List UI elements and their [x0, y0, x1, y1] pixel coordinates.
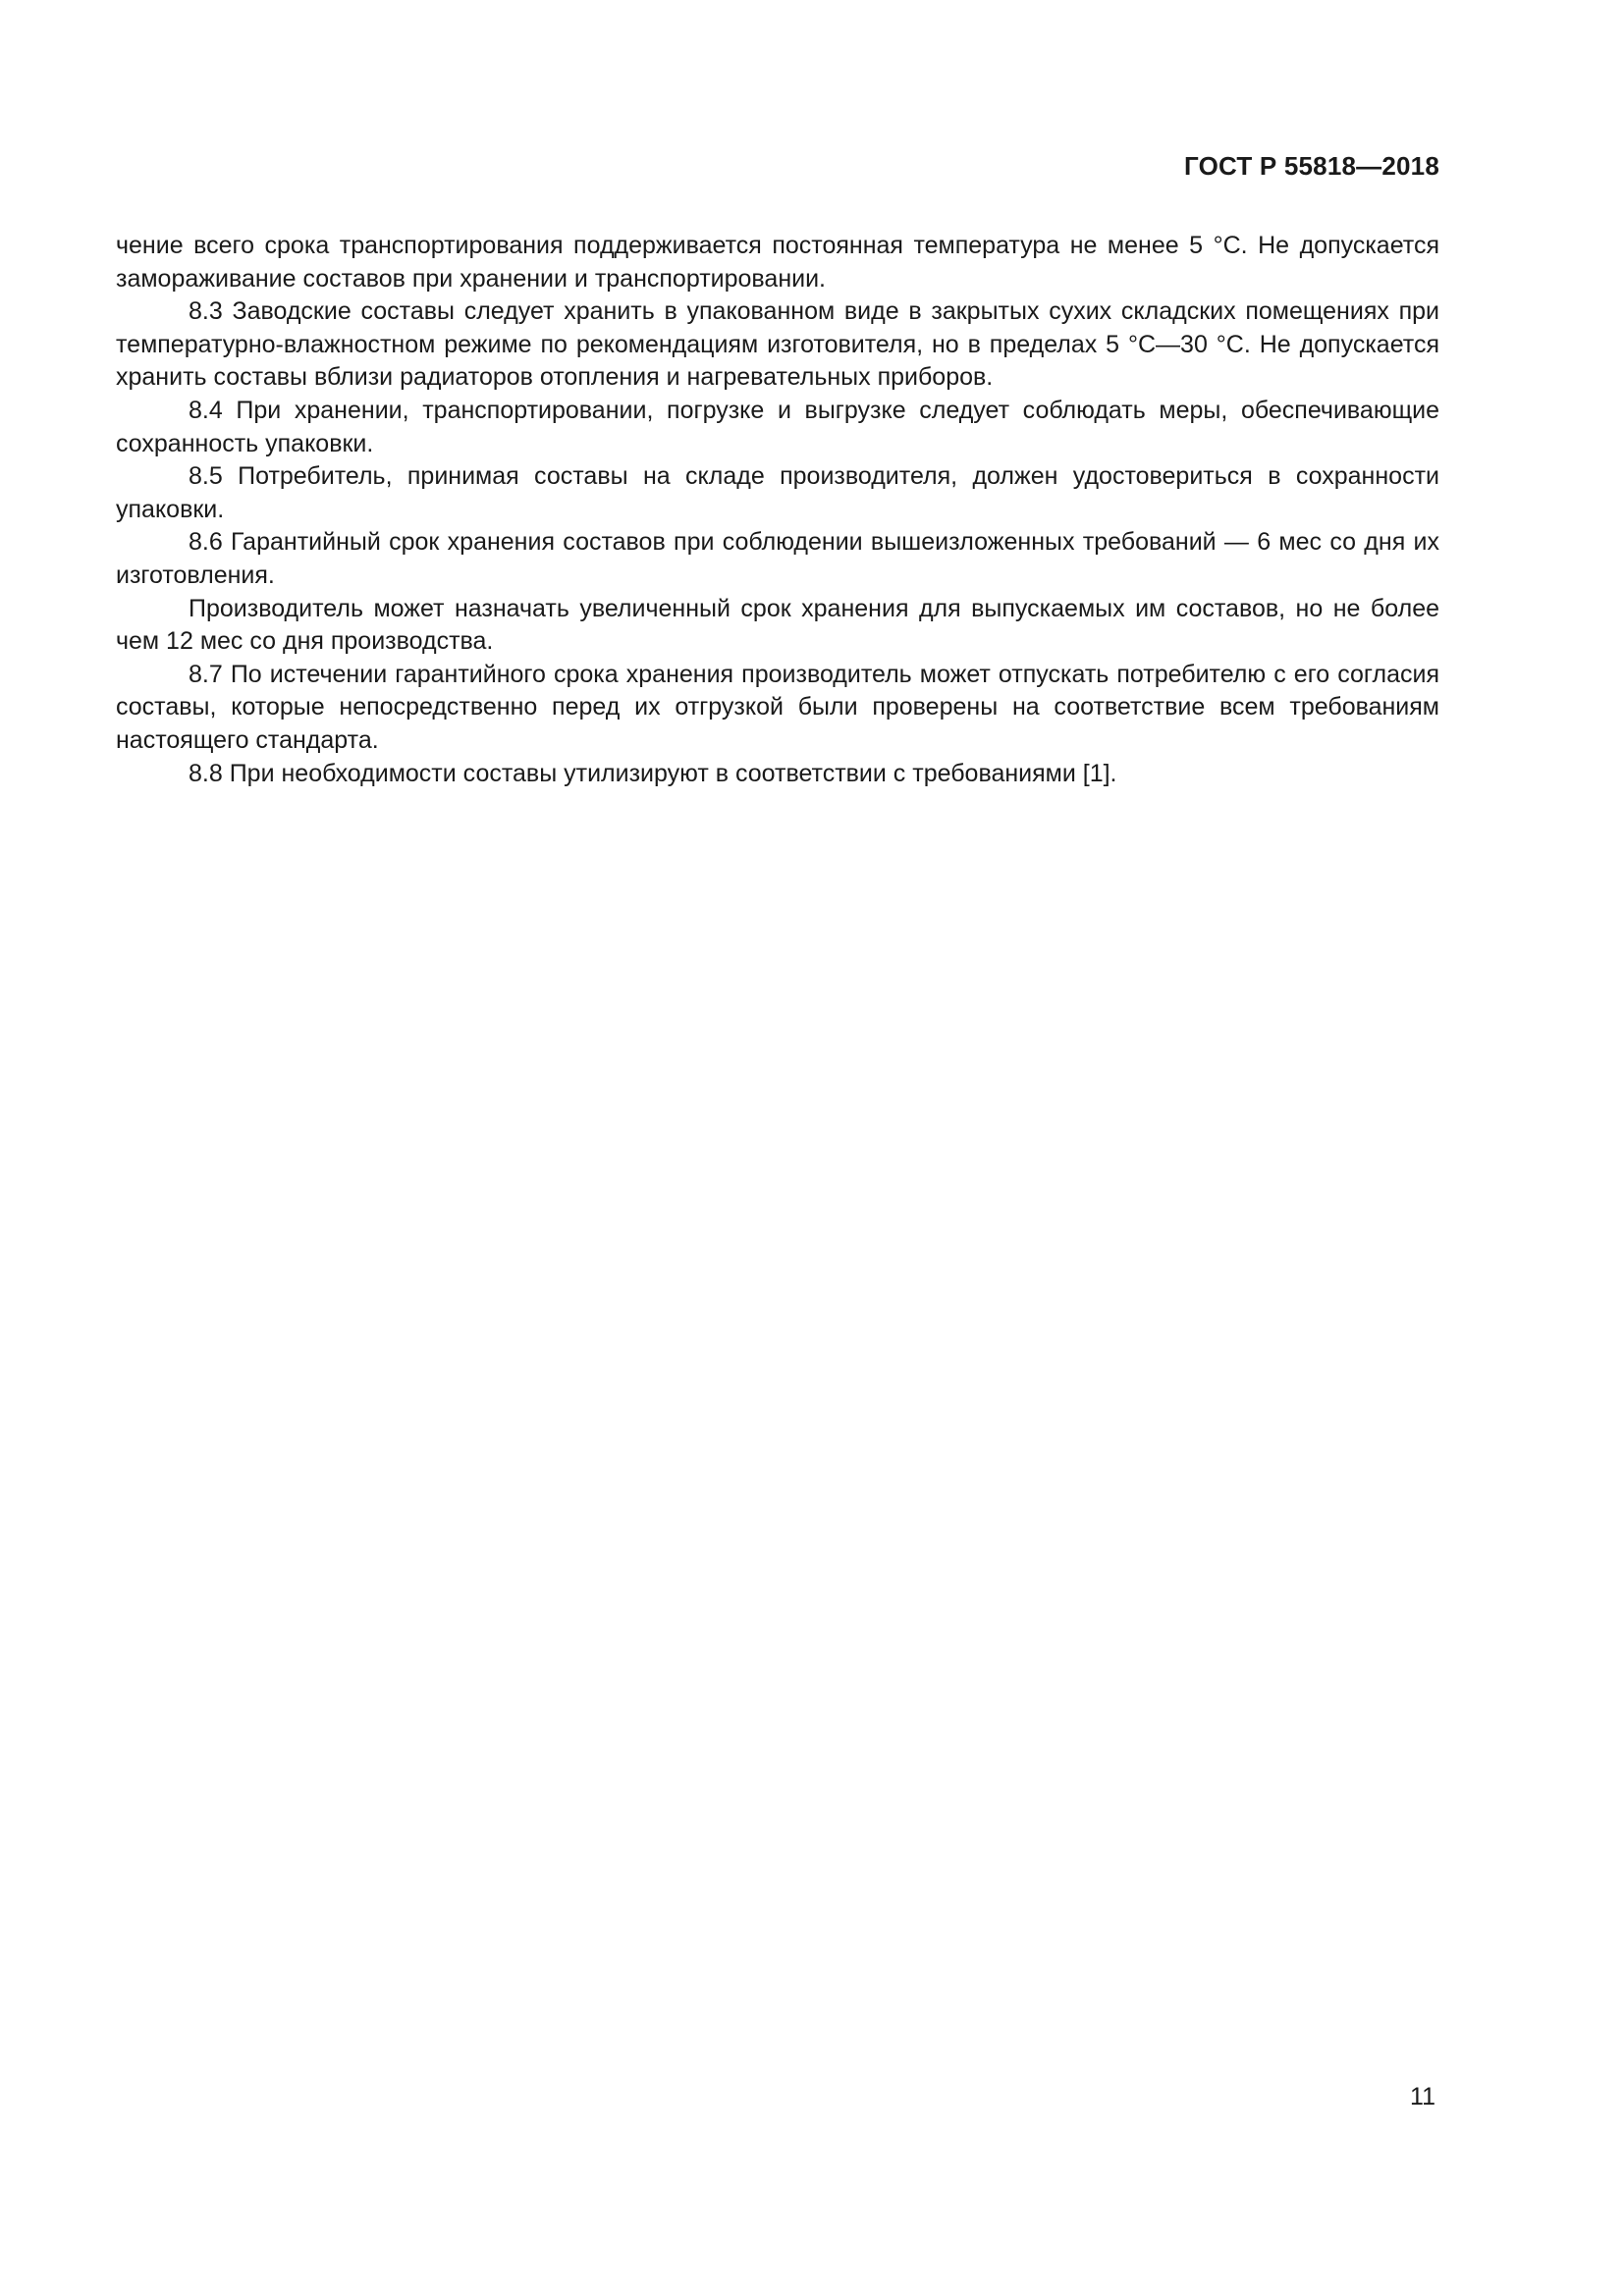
paragraph-continuation: чение всего срока транспортирования поддерживается постоянная температура не менее 5 °С. Не допускается замораживание составов при хранении и транспортировании.: [116, 232, 1439, 293]
paragraph-8-8: 8.8 При необходимости составы утилизируют в соответствии с требованиями [1].: [189, 759, 1117, 787]
document-header-code: ГОСТ Р 55818—2018: [1184, 151, 1439, 181]
paragraph-8-5: 8.5 Потребитель, принимая составы на складе производителя, должен удостовериться в сохранности упаковки.: [116, 462, 1439, 523]
page-number: 11: [1410, 2083, 1435, 2110]
paragraph-8-3: 8.3 Заводские составы следует хранить в упакованном виде в закрытых сухих складских помещениях при температурно-влажностном режиме по рекомендациям изготовителя, но в пределах 5 °С—30 °С. Не допускается хранить составы вблизи радиаторов отопления и нагревательных приборов.: [116, 297, 1439, 392]
paragraph-8-6: 8.6 Гарантийный срок хранения составов при соблюдении вышеизложенных требований — 6 мес со дня их изготовления.: [116, 528, 1439, 589]
paragraph-8-7: 8.7 По истечении гарантийного срока хранения производитель может отпускать потребителю с его согласия составы, которые непосредственно перед их отгрузкой были проверены на соответствие всем требованиям настоящего стандарта.: [116, 660, 1439, 754]
paragraph-8-6-extension: Производитель может назначать увеличенный срок хранения для выпускаемых им составов, но не более чем 12 мес со дня производства.: [116, 594, 1439, 656]
paragraph-8-4: 8.4 При хранении, транспортировании, погрузке и выгрузке следует соблюдать меры, обеспечивающие сохранность упаковки.: [116, 396, 1439, 457]
document-body: [116, 230, 1439, 790]
